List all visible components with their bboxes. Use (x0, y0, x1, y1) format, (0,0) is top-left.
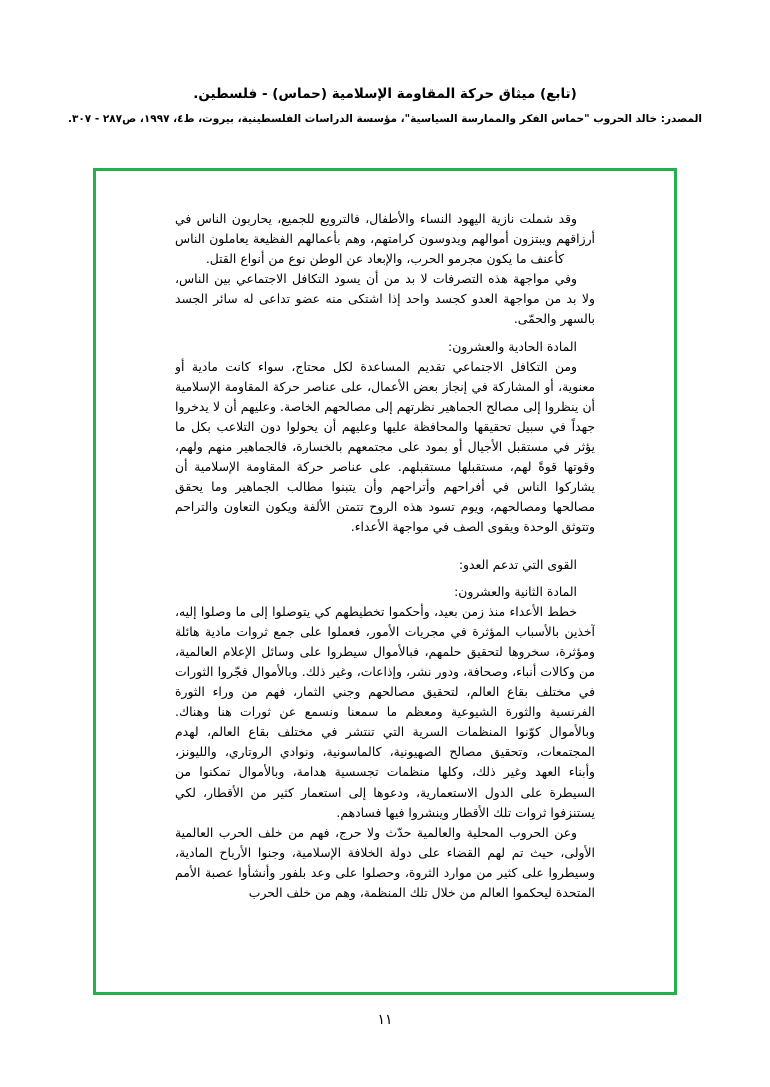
page-number: ١١ (377, 1012, 393, 1028)
spacer (175, 330, 595, 337)
paragraph: ومن التكافل الاجتماعي تقديم المساعدة لكل محتاج، سواء كانت مادية أو معنوية، أو المشاركة في إنجاز بعض الأعمال، على عناصر حركة المقاومة الإسلامية أن ينظروا إلى مصالح الجماهير نظرتهم إلى مصالحهم الخاصة. وعليهم أن لا يدخروا جهداً في سبيل تحقيقها والمحافظة عليها وعليهم أن يحولوا دون التلاعب بكل ما يؤثر في مستقبل الأجيال أو بمود على مجتمعهم بالخسارة، فالجماهير منهم ولهم، وقوتها قوةً لهم، مستقبلها مستقبلهم. على عناصر حركة المقاومة الإسلامية أن يشاركوا الناس في أفراحهم وأتراحهم وأن يتبنوا مطالب الجماهير وما يحقق مصالحها ومصالحهم، ويوم تسود هذه الروح تتمتن الألفة ويكون التعاون والتراحم وتتوثق الوحدة ويقوى الصف في مواجهة الأعداء. (175, 358, 595, 535)
paragraph: وقد شملت نازية اليهود النساء والأطفال، فالترويع للجميع، يحاربون الناس في أرزاقهم ويبتزون أموالهم ويدوسون كرامتهم، وهم بأعمالهم الفظيعة يعاملون الناس كأعنف ما يكون مجرمو الحرب، والإبعاد عن الوطن نوع من أنواع القتل. (175, 211, 595, 267)
document-header (0, 0, 770, 126)
document-source-line: المصدر: خالد الحروب "حماس الفكر والممارسة السياسية"، مؤسسة الدراسات الفلسطينية، بيروت، ط٤، ١٩٩٧، ص٢٨٧ - ٣٠٧. (67, 112, 703, 125)
section-heading: القوى التي تدعم العدو: (458, 556, 577, 572)
page-title: (تابع) ميثاق حركة المقاومة الإسلامية (حماس) - فلسطين. (193, 86, 577, 102)
paragraph: وعن الحروب المحلية والعالمية حدّث ولا حرج، فهم من خلف الحرب العالمية الأولى، حيث تم لهم القضاء على دولة الخلافة الإسلامية، وجنوا الأرباح المادية، وسيطروا على كثير من موارد الثروة، وحصلوا على وعد بلفور وأنشأوا عصبة الأمم المتحدة ليحكموا العالم من خلال تلك المنظمة، وهم من خلف الحرب (175, 824, 595, 900)
section-heading: المادة الحادية والعشرون: (448, 338, 577, 354)
spacer (175, 575, 595, 582)
section-heading: المادة الثانية والعشرون: (454, 583, 577, 599)
paragraph: خطط الأعداء منذ زمن بعيد، وأحكموا تخطيطهم كي يتوصلوا إلى ما وصلوا إليه، آخذين بالأسباب المؤثرة في مجريات الأمور، فعملوا على جمع ثروات مادية هائلة ومؤثرة، سخروها لتحقيق حلمهم، فبالأموال سيطروا على وسائل الإعلام العالمية، من وكالات أنباء، وصحافة، ودور نشر، وإذاعات، وغير ذلك. وبالأموال فجّروا الثورات في مختلف بقاع العالم، لتحقيق مصالحهم وجني الثمار، فهم من وراء الثورة الفرنسية والثورة الشيوعية ومعظم ما سمعنا ونسمع عن ثورات هنا وهناك. وبالأموال كوّنوا المنظمات السرية التي تنتشر في مختلف بقاع العالم، لهدم المجتمعات، وتحقيق مصالح الصهيونية، كالماسونية، ونوادي الروتاري، والليونز، وأبناء العهد وغير ذلك، وكلها منظمات تجسسية هدامة، وبالأموال تمكنوا من السيطرة على الدول الاستعمارية، ودعوها إلى استعمار كثير من الأقطار، لكي يستنزفوا ثروات تلك الأقطار وينشروا فيها فسادهم. (175, 603, 595, 820)
green-content-frame (93, 168, 677, 995)
paragraph: وفي مواجهة هذه التصرفات لا بد من أن يسود التكافل الاجتماعي بين الناس، ولا بد من مواجهة العدو كجسد واحد إذا اشتكى منه عضو تداعى له سائر الجسد بالسهر والحمّى. (175, 271, 595, 327)
spacer (175, 538, 595, 555)
document-body (175, 209, 595, 974)
